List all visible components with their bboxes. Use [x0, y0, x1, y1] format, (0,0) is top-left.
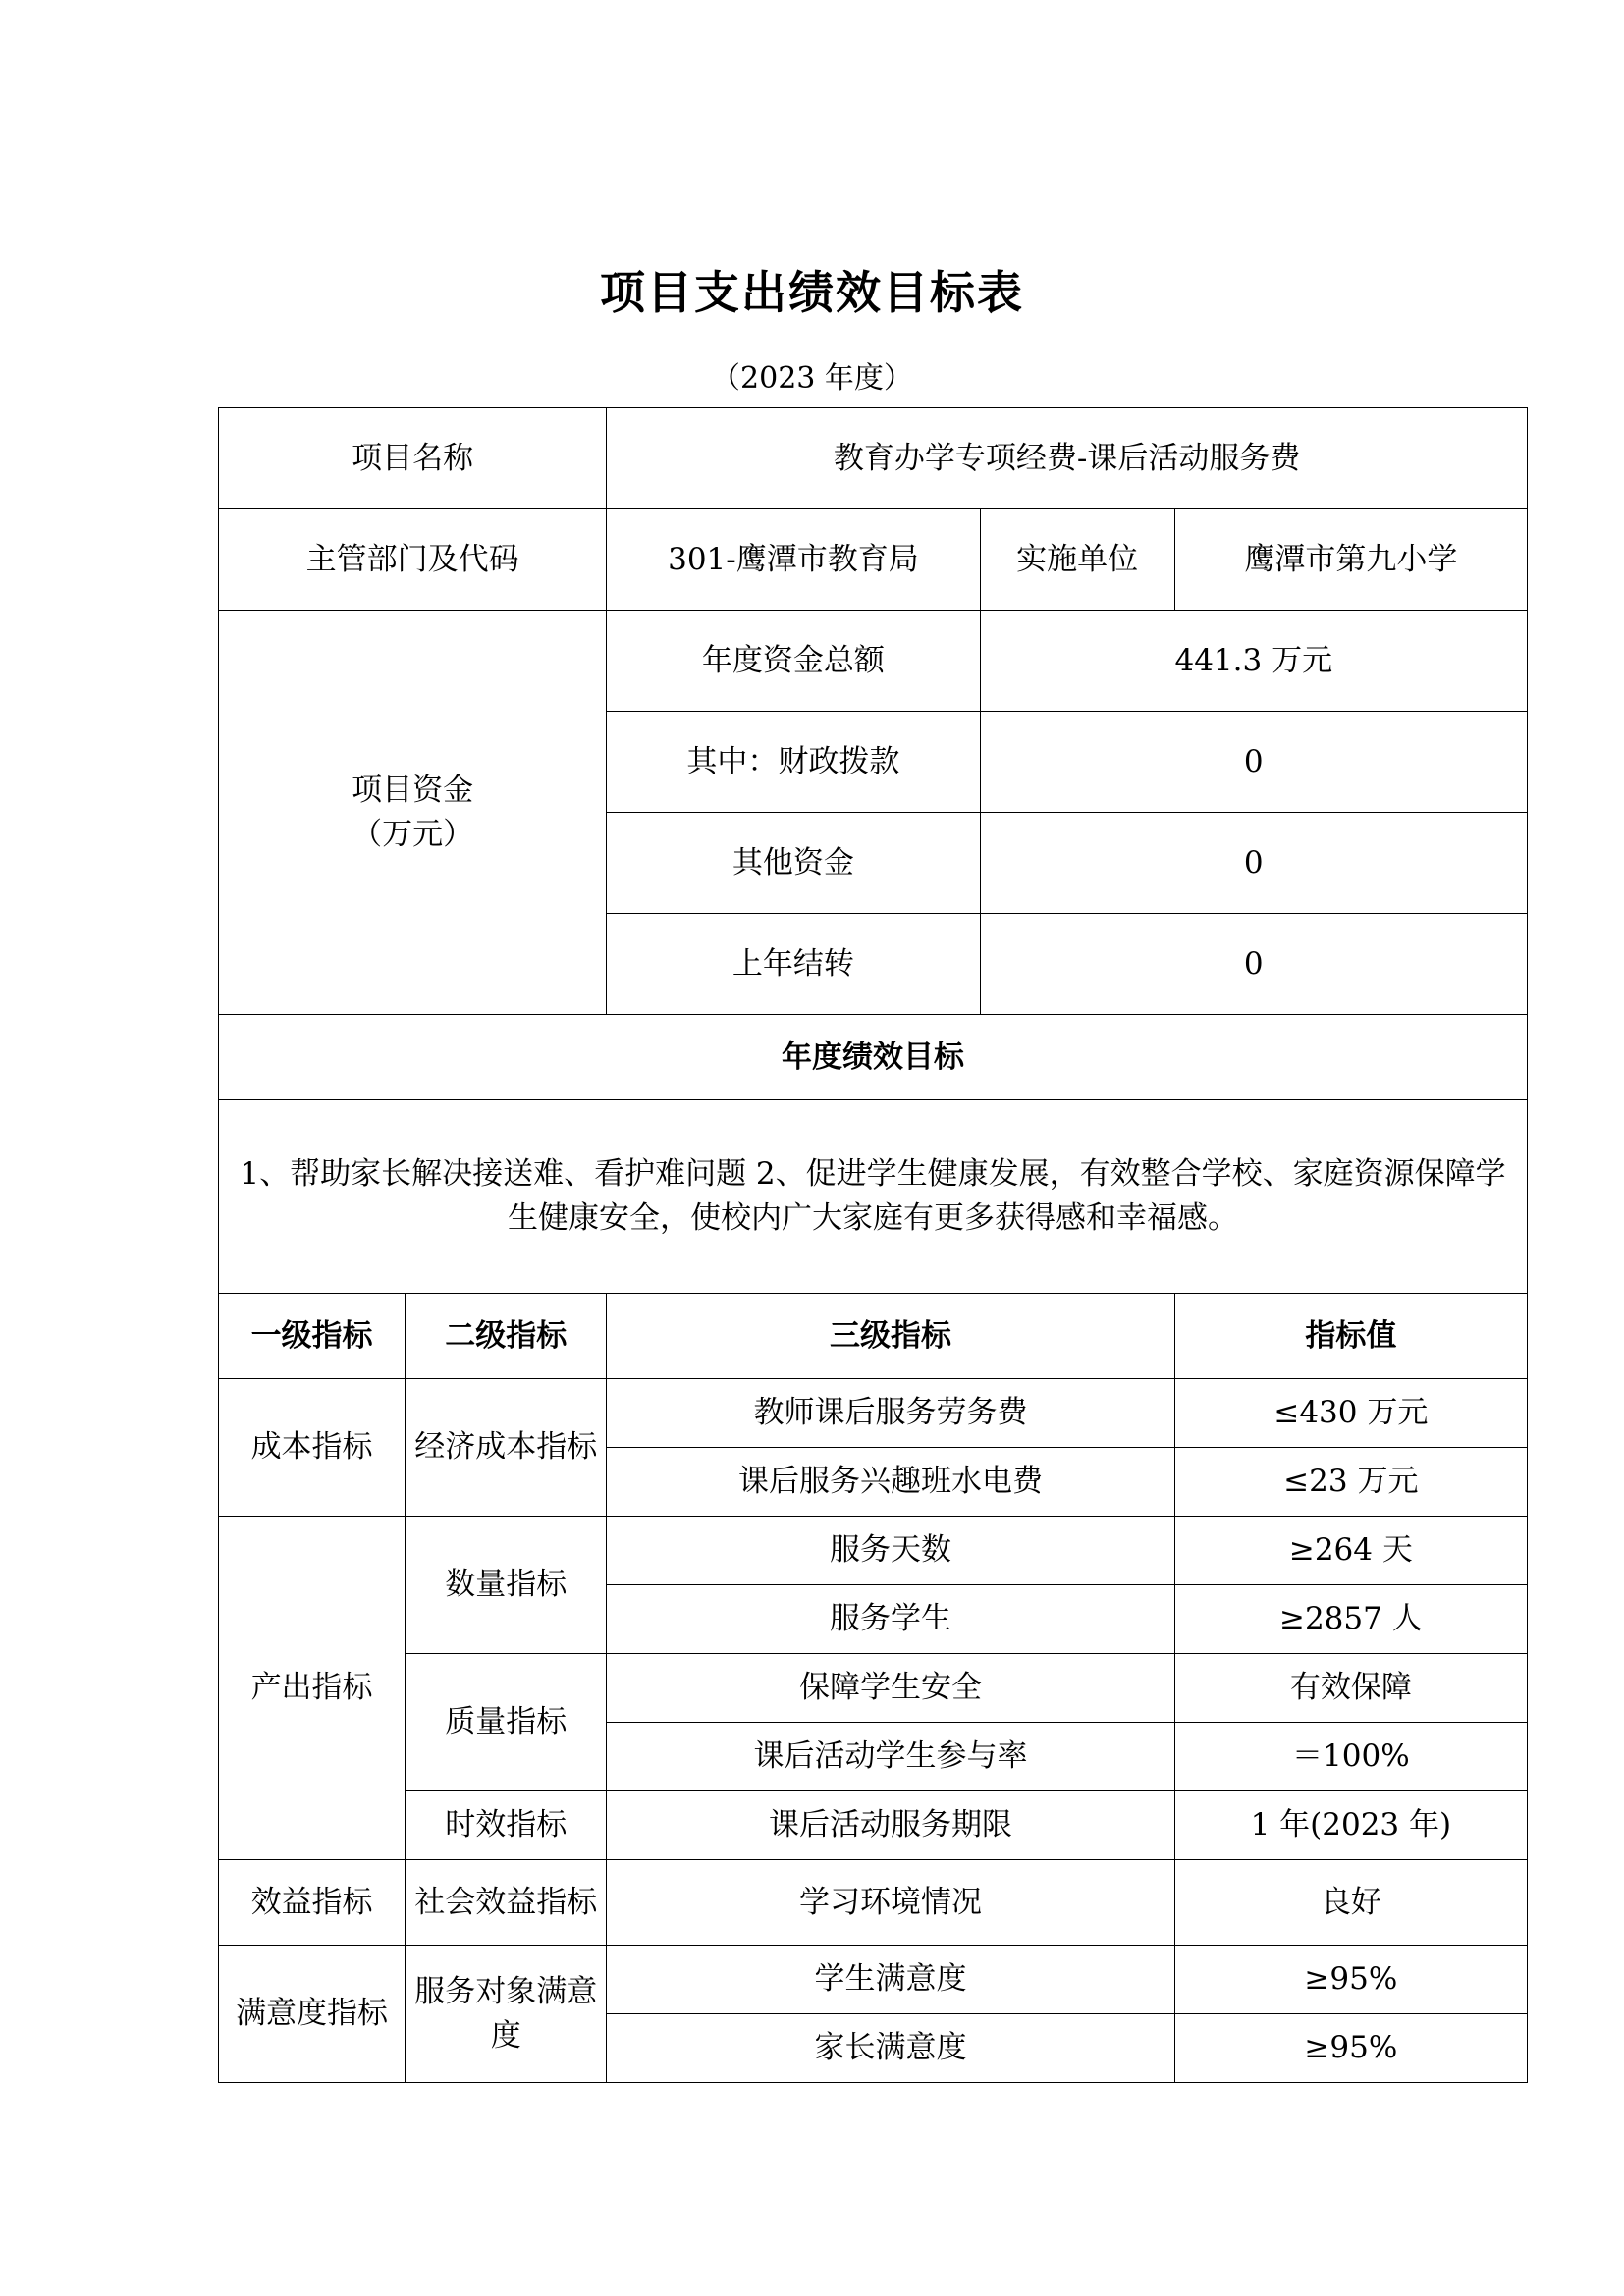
l3-cell: 课后活动学生参与率 — [607, 1723, 1174, 1791]
table-row — [219, 1654, 1528, 1723]
table-row — [219, 1791, 1528, 1860]
funds-label — [219, 611, 607, 1015]
table-row — [219, 1100, 1528, 1294]
l2-quantity: 数量指标 — [406, 1517, 607, 1654]
l2-economic-cost: 经济成本指标 — [406, 1379, 607, 1517]
header-value: 指标值 — [1174, 1294, 1527, 1379]
table-row — [219, 1860, 1528, 1946]
header-l1: 一级指标 — [219, 1294, 406, 1379]
l3-cell: 家长满意度 — [607, 2014, 1174, 2083]
l3-cell: 教师课后服务劳务费 — [607, 1379, 1174, 1448]
project-name-label: 项目名称 — [219, 408, 607, 509]
l2-service-satisfaction: 服务对象满意度 — [406, 1946, 607, 2083]
fund-fiscal-value: 0 — [980, 712, 1527, 813]
table-row — [219, 408, 1528, 509]
l3-cell: 课后活动服务期限 — [607, 1791, 1174, 1860]
impl-unit-label: 实施单位 — [980, 509, 1174, 611]
header-l3: 三级指标 — [607, 1294, 1174, 1379]
l2-quality: 质量指标 — [406, 1654, 607, 1791]
value-cell: ≤23 万元 — [1174, 1448, 1527, 1517]
l3-cell: 学生满意度 — [607, 1946, 1174, 2014]
l1-cost: 成本指标 — [219, 1379, 406, 1517]
dept-value: 301-鹰潭市教育局 — [607, 509, 980, 611]
performance-target-table — [218, 407, 1528, 2083]
dept-label: 主管部门及代码 — [219, 509, 607, 611]
l3-cell: 学习环境情况 — [607, 1860, 1174, 1946]
l1-benefit: 效益指标 — [219, 1860, 406, 1946]
value-cell: 良好 — [1174, 1860, 1527, 1946]
l1-satisfaction: 满意度指标 — [219, 1946, 406, 2083]
header-l2: 二级指标 — [406, 1294, 607, 1379]
l3-cell: 服务天数 — [607, 1517, 1174, 1585]
fund-other-label: 其他资金 — [607, 813, 980, 914]
table-row — [219, 1379, 1528, 1448]
table-row — [219, 1946, 1528, 2014]
value-cell: ＝100% — [1174, 1723, 1527, 1791]
value-cell: ≤430 万元 — [1174, 1379, 1527, 1448]
l2-social-benefit: 社会效益指标 — [406, 1860, 607, 1946]
funds-label-line1: 项目资金 — [352, 772, 474, 808]
fund-total-label: 年度资金总额 — [607, 611, 980, 712]
fund-carryover-label: 上年结转 — [607, 914, 980, 1015]
page-title: 项目支出绩效目标表 — [600, 266, 1024, 319]
table-row — [219, 1294, 1528, 1379]
value-cell: ≥264 天 — [1174, 1517, 1527, 1585]
l3-cell: 保障学生安全 — [607, 1654, 1174, 1723]
value-cell: ≥95% — [1174, 1946, 1527, 2014]
l2-timeliness: 时效指标 — [406, 1791, 607, 1860]
value-cell: 1 年(2023 年) — [1174, 1791, 1527, 1860]
value-cell: ≥95% — [1174, 2014, 1527, 2083]
value-cell: ≥2857 人 — [1174, 1585, 1527, 1654]
impl-unit-value: 鹰潭市第九小学 — [1174, 509, 1527, 611]
table-row — [219, 509, 1528, 611]
fund-other-value: 0 — [980, 813, 1527, 914]
value-cell: 有效保障 — [1174, 1654, 1527, 1723]
fund-total-value: 441.3 万元 — [980, 611, 1527, 712]
project-name-value: 教育办学专项经费-课后活动服务费 — [607, 408, 1528, 509]
table-row — [219, 1015, 1528, 1100]
page-subtitle: （2023 年度） — [711, 361, 913, 396]
l3-cell: 服务学生 — [607, 1585, 1174, 1654]
funds-label-line2: （万元） — [352, 816, 474, 852]
table-row — [219, 611, 1528, 712]
l3-cell: 课后服务兴趣班水电费 — [607, 1448, 1174, 1517]
annual-goal-header: 年度绩效目标 — [219, 1015, 1528, 1100]
fund-fiscal-label: 其中：财政拨款 — [607, 712, 980, 813]
fund-carryover-value: 0 — [980, 914, 1527, 1015]
annual-goal-text: 1、帮助家长解决接送难、看护难问题 2、促进学生健康发展，有效整合学校、家庭资源保障学生健康安全，使校内广大家庭有更多获得感和幸福感。 — [219, 1100, 1528, 1294]
table-row — [219, 1517, 1528, 1585]
l1-output: 产出指标 — [219, 1517, 406, 1860]
